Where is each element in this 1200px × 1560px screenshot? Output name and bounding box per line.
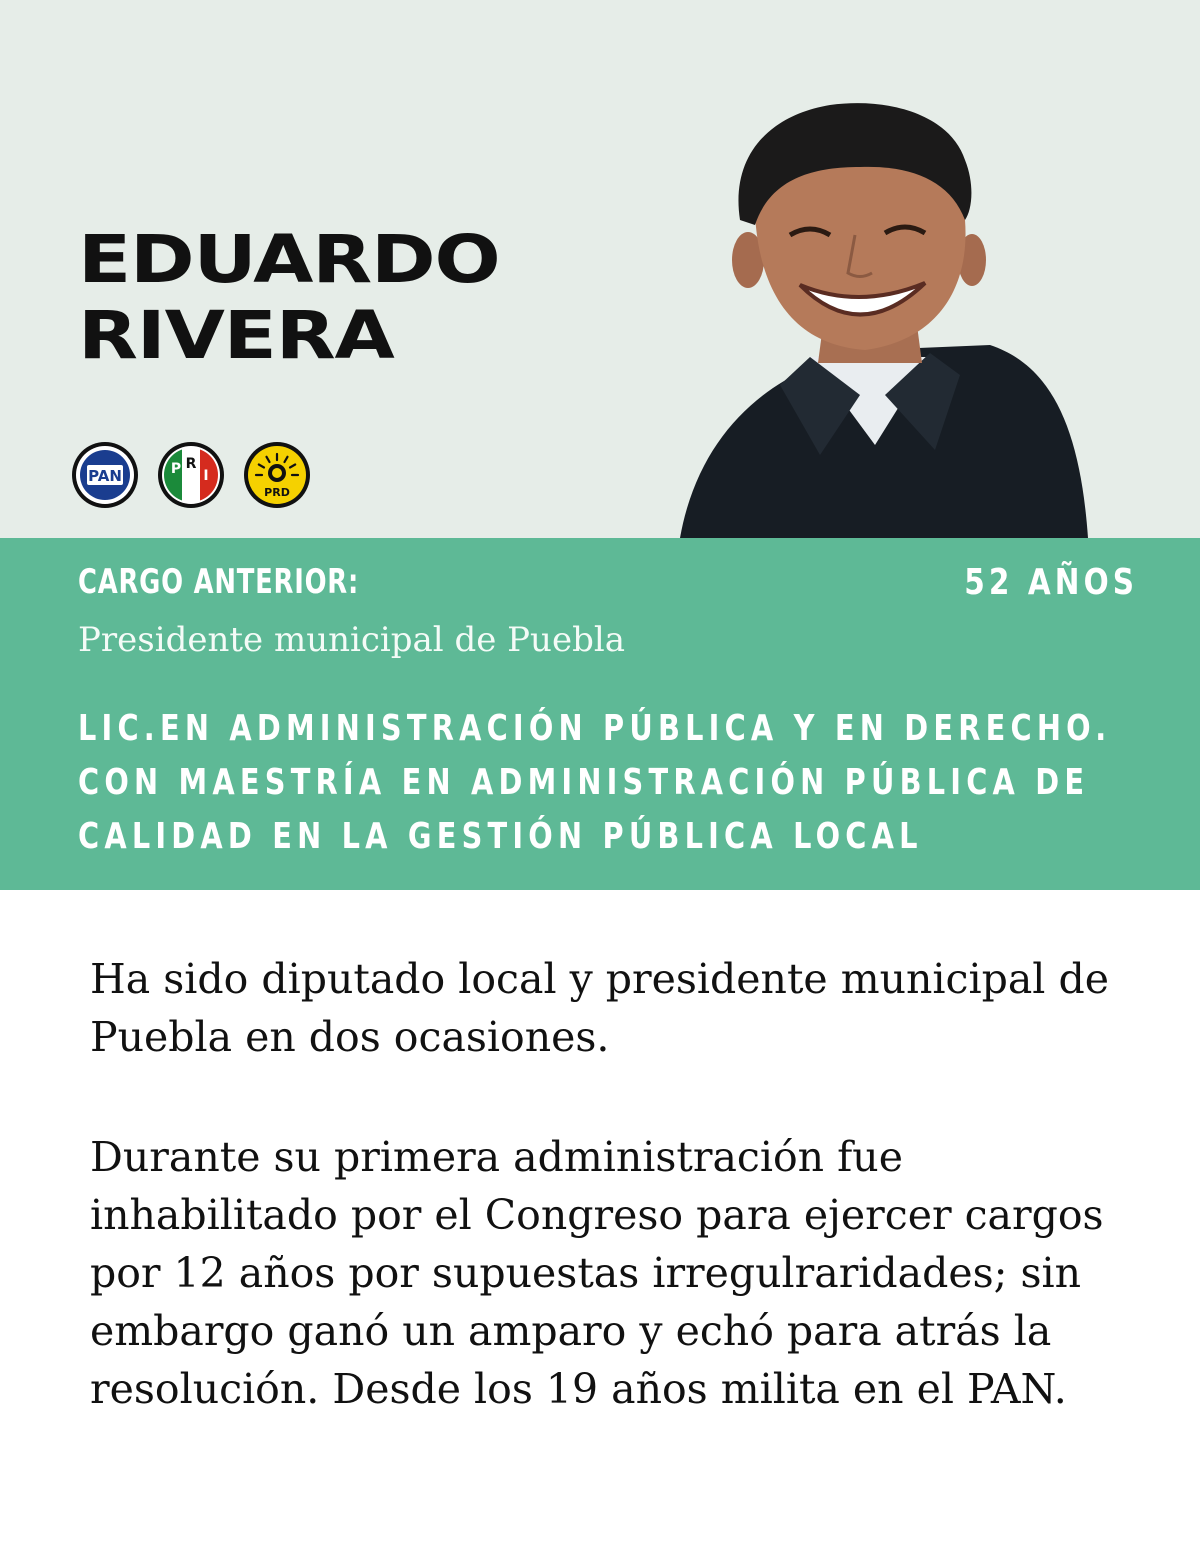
education-line: LIC.EN ADMINISTRACIÓN PÚBLICA Y EN DERECHO. <box>78 708 1112 749</box>
candidate-photo <box>660 95 1100 538</box>
candidate-age: 52 AÑOS <box>964 562 1138 603</box>
svg-text:PRD: PRD <box>264 486 290 499</box>
previous-position-label: CARGO ANTERIOR: <box>78 562 360 602</box>
bio-paragraph: Ha sido diputado local y presidente municipal de Puebla en dos ocasiones. <box>90 955 1109 1061</box>
party-logos <box>70 440 312 510</box>
education-line: CALIDAD EN LA GESTIÓN PÚBLICA LOCAL <box>78 816 923 857</box>
previous-position-value: Presidente municipal de Puebla <box>78 620 625 660</box>
svg-text:PAN: PAN <box>88 467 122 485</box>
candidate-name <box>78 221 500 374</box>
candidate-first-name: EDUARDO <box>78 221 500 298</box>
prd-logo-icon <box>242 440 312 510</box>
education-text <box>78 702 1112 864</box>
header-section <box>0 0 1200 538</box>
candidate-last-name: RIVERA <box>78 297 394 374</box>
biography <box>90 950 1150 1480</box>
pan-logo-icon <box>70 440 140 510</box>
svg-text:P: P <box>170 461 182 477</box>
svg-text:I: I <box>203 468 209 484</box>
education-line: CON MAESTRÍA EN ADMINISTRACIÓN PÚBLICA DE <box>78 762 1090 803</box>
bio-paragraph: Durante su primera administración fue inhabilitado por el Congreso para ejercer cargos por 12 años por supuestas irregulraridades; sin embargo ganó un amparo y echó para atrás la resolución. Desde los 19 años milita en el PAN. <box>90 1133 1104 1413</box>
svg-text:R: R <box>185 456 197 472</box>
pri-logo-icon <box>156 440 226 510</box>
